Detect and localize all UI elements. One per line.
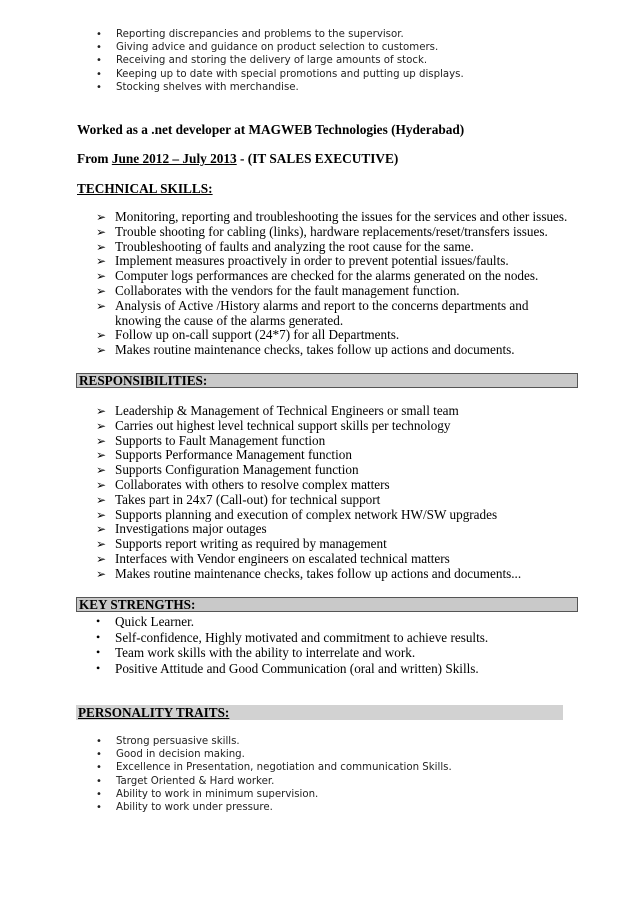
arrow-bullet-icon: ➢ — [96, 463, 107, 478]
bullet-icon: • — [96, 29, 102, 40]
list-item: • Self-confidence, Highly motivated and commitment to achieve results. — [96, 629, 489, 645]
arrow-bullet-icon: ➢ — [96, 343, 107, 358]
list-item: • Ability to work under pressure. — [96, 801, 273, 813]
list-item: ➢ Supports Configuration Management function — [96, 462, 359, 478]
key-strengths-list — [0, 614, 620, 676]
arrow-bullet-icon: ➢ — [96, 283, 107, 298]
bullet-icon: • — [96, 645, 101, 660]
bullet-icon: • — [96, 736, 102, 747]
employment-period-line: From June 2012 – July 2013 - (IT SALES EXECUTIVE) — [77, 151, 399, 166]
arrow-bullet-icon: ➢ — [96, 433, 107, 448]
list-item: ➢ Collaborates with the vendors for the fault management function. — [96, 282, 460, 298]
arrow-bullet-icon: ➢ — [96, 477, 107, 492]
list-item: ➢ Makes routine maintenance checks, takes follow up actions and documents. — [96, 342, 515, 358]
list-item: • Quick Learner. — [96, 614, 195, 629]
list-item: ➢ Computer logs performances are checked for the alarms generated on the nodes. — [96, 268, 539, 284]
arrow-bullet-icon: ➢ — [96, 269, 107, 284]
list-item: • Receiving and storing the delivery of large amounts of stock. — [96, 55, 428, 67]
list-item: • Stocking shelves with merchandise. — [96, 81, 299, 93]
list-item: ➢ Analysis of Active /History alarms and report to the concerns departments and — [96, 297, 529, 313]
list-item: ➢ Monitoring, reporting and troubleshooting the issues for the services and other issues. — [96, 209, 568, 224]
technical-skills-heading: TECHNICAL SKILLS: — [77, 181, 213, 196]
arrow-bullet-icon: ➢ — [96, 298, 107, 313]
list-item: • Giving advice and guidance on product selection to customers. — [96, 42, 439, 54]
bullet-icon: • — [96, 801, 102, 813]
list-item: • Strong persuasive skills. — [96, 736, 240, 747]
list-item: • Positive Attitude and Good Communication (oral and written) Skills. — [96, 660, 479, 676]
list-item: ➢ Trouble shooting for cabling (links), hardware replacements/reset/transfers issues. — [96, 223, 548, 239]
arrow-bullet-icon: ➢ — [96, 507, 107, 522]
list-item: • Target Oriented & Hard worker. — [96, 775, 275, 787]
bullet-icon: • — [96, 68, 102, 80]
list-item: • Reporting discrepancies and problems to the supervisor. — [96, 29, 404, 40]
list-item: • Excellence in Presentation, negotiation and communication Skills. — [96, 762, 452, 774]
bullet-icon: • — [96, 55, 102, 67]
technical-skills-list — [0, 210, 620, 358]
personality-traits-list — [0, 735, 620, 814]
arrow-bullet-icon: ➢ — [96, 448, 107, 463]
list-item: ➢ Investigations major outages — [96, 521, 267, 537]
arrow-bullet-icon: ➢ — [96, 404, 107, 418]
list-item: ➢ Supports planning and execution of complex network HW/SW upgrades — [96, 506, 498, 522]
arrow-bullet-icon: ➢ — [96, 328, 107, 343]
arrow-bullet-icon: ➢ — [96, 522, 107, 537]
list-item: • Ability to work in minimum supervision. — [96, 788, 319, 800]
bullet-icon: • — [96, 788, 102, 800]
bullet-icon: • — [96, 762, 102, 774]
arrow-bullet-icon: ➢ — [96, 566, 107, 581]
bullet-icon: • — [96, 42, 102, 54]
bullet-icon: • — [96, 629, 101, 644]
personality-traits-heading: PERSONALITY TRAITS: — [76, 705, 563, 720]
bullet-icon: • — [96, 81, 102, 93]
key-strengths-heading: KEY STRENGTHS: — [76, 597, 578, 612]
arrow-bullet-icon: ➢ — [96, 418, 107, 433]
employment-dates: June 2012 – July 2013 — [111, 151, 237, 166]
responsibilities-heading: RESPONSIBILITIES: — [76, 373, 578, 388]
list-item: • Good in decision making. — [96, 749, 245, 761]
arrow-bullet-icon: ➢ — [96, 537, 107, 552]
list-item: ➢ Makes routine maintenance checks, takes follow up actions and documents... — [96, 565, 522, 581]
arrow-bullet-icon: ➢ — [96, 239, 107, 254]
list-item: ➢ Takes part in 24x7 (Call-out) for technical support — [96, 491, 381, 507]
list-item: ➢ Interfaces with Vendor engineers on escalated technical matters — [96, 550, 450, 566]
list-item: • Keeping up to date with special promotions and putting up displays. — [96, 68, 464, 80]
list-item: • Team work skills with the ability to interrelate and work. — [96, 645, 416, 661]
list-item: ➢ Supports Performance Management function — [96, 447, 352, 463]
list-item: ➢ Troubleshooting of faults and analyzing the root cause for the same. — [96, 238, 474, 254]
list-item: ➢ Implement measures proactively in order to prevent potential issues/faults. — [96, 253, 509, 269]
arrow-bullet-icon: ➢ — [96, 551, 107, 566]
list-item: ➢ Leadership & Management of Technical Engineers or small team — [96, 403, 459, 418]
arrow-bullet-icon: ➢ — [96, 254, 107, 269]
list-item: ➢ Carries out highest level technical support skills per technology — [96, 417, 451, 433]
list-item: ➢ Collaborates with others to resolve complex matters — [96, 476, 390, 492]
top-duties-list — [0, 28, 620, 94]
bullet-icon: • — [96, 749, 102, 761]
arrow-bullet-icon: ➢ — [96, 492, 107, 507]
job-title-line: Worked as a .net developer at MAGWEB Technologies (Hyderabad) — [77, 122, 465, 137]
responsibilities-list — [0, 404, 620, 582]
list-item: ➢ Follow up on-call support (24*7) for all Departments. — [96, 327, 400, 343]
list-item: ➢ Supports report writing as required by management — [96, 536, 387, 552]
bullet-icon: • — [96, 614, 101, 628]
bullet-icon: • — [96, 775, 102, 787]
list-item: ➢ Supports to Fault Management function — [96, 432, 326, 448]
list-item-continuation: knowing the cause of the alarms generated. — [115, 312, 344, 328]
arrow-bullet-icon: ➢ — [96, 210, 107, 224]
bullet-icon: • — [96, 660, 101, 675]
arrow-bullet-icon: ➢ — [96, 224, 107, 239]
